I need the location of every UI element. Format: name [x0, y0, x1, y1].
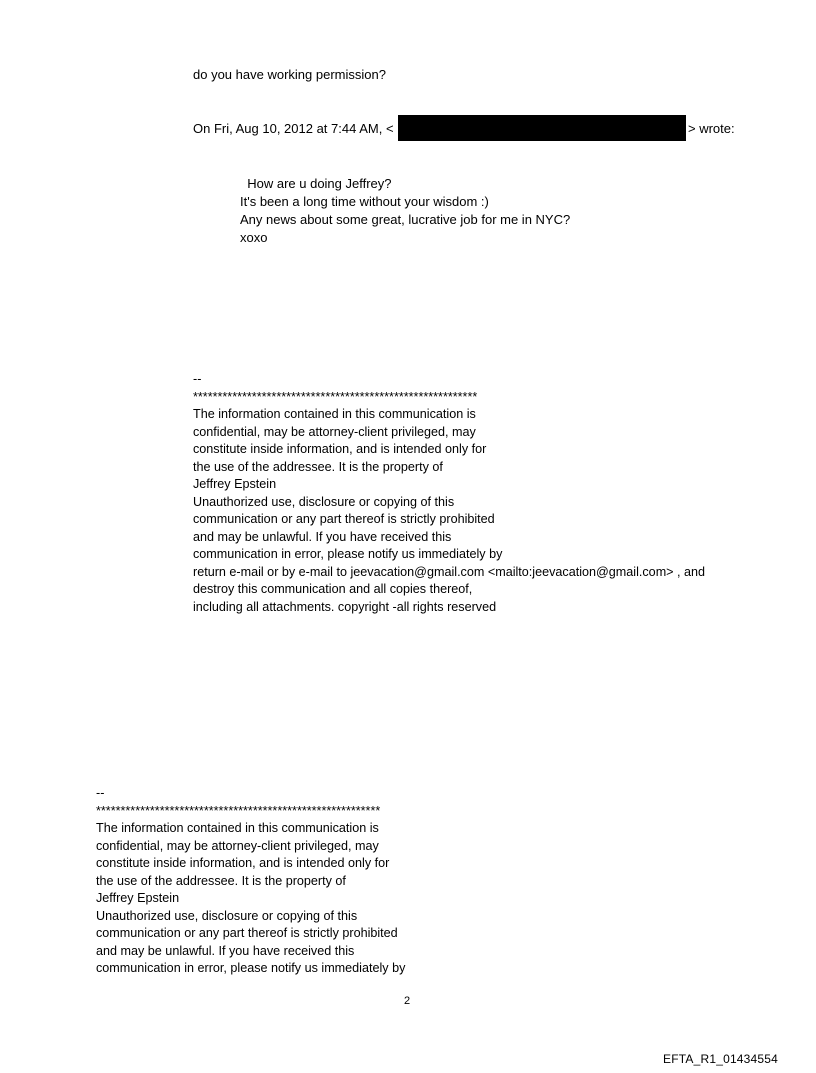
signature-dashes: --	[193, 372, 202, 386]
disclaimer-line: confidential, may be attorney-client privileged, may	[96, 838, 379, 853]
disclaimer-line: communication in error, please notify us immediately by	[96, 961, 406, 975]
quoted-message	[240, 175, 570, 247]
disclaimer-line: Jeffrey Epstein	[193, 477, 277, 491]
disclaimer-line: destroy this communication and all copies thereof,	[193, 582, 473, 596]
signature-dashes: --	[96, 786, 105, 800]
disclaimer-line: the use of the addressee. It is the property of	[193, 459, 443, 474]
disclaimer-line: constitute inside information, and is intended only for	[96, 856, 390, 870]
disclaimer-line: and may be unlawful. If you have received this	[193, 529, 452, 544]
disclaimer-outer	[96, 785, 405, 978]
page-number: 2	[404, 995, 411, 1007]
disclaimer-line: communication or any part thereof is strictly prohibited	[96, 926, 398, 940]
quoted-line: How are u doing Jeffrey?	[240, 176, 392, 191]
quote-header-suffix: > wrote:	[688, 121, 735, 136]
disclaimer-line: The information contained in this communication is	[193, 407, 476, 421]
disclaimer-line: return e-mail or by e-mail to jeevacation@gmail.com <mailto:jeevacation@gmail.com> , and	[193, 564, 706, 579]
disclaimer-line: including all attachments. copyright -all rights reserved	[193, 599, 497, 614]
disclaimer-inner	[193, 371, 705, 616]
disclaimer-line: Unauthorized use, disclosure or copying of this	[96, 908, 358, 923]
quote-header-prefix: On Fri, Aug 10, 2012 at 7:44 AM, <	[193, 121, 394, 136]
disclaimer-line: and may be unlawful. If you have received this	[96, 943, 355, 958]
reply-text: do you have working permission?	[193, 67, 386, 82]
disclaimer-line: the use of the addressee. It is the property of	[96, 873, 346, 888]
separator-stars: **********************************************************	[96, 803, 381, 818]
disclaimer-line: Unauthorized use, disclosure or copying of this	[193, 494, 455, 509]
disclaimer-line: communication in error, please notify us immediately by	[193, 547, 503, 561]
disclaimer-line: The information contained in this communication is	[96, 821, 379, 835]
quoted-line: Any news about some great, lucrative job for me in NYC?	[240, 212, 571, 227]
disclaimer-line: Jeffrey Epstein	[96, 891, 180, 905]
separator-stars: **********************************************************	[193, 389, 478, 404]
bates-number: EFTA_R1_01434554	[663, 1052, 779, 1066]
disclaimer-line: communication or any part thereof is strictly prohibited	[193, 512, 495, 526]
quoted-line: It's been a long time without your wisdom :)	[240, 194, 489, 209]
disclaimer-line: constitute inside information, and is intended only for	[193, 442, 487, 456]
quoted-line: xoxo	[240, 230, 268, 245]
redaction-box	[398, 115, 686, 141]
disclaimer-line: confidential, may be attorney-client privileged, may	[193, 424, 476, 439]
